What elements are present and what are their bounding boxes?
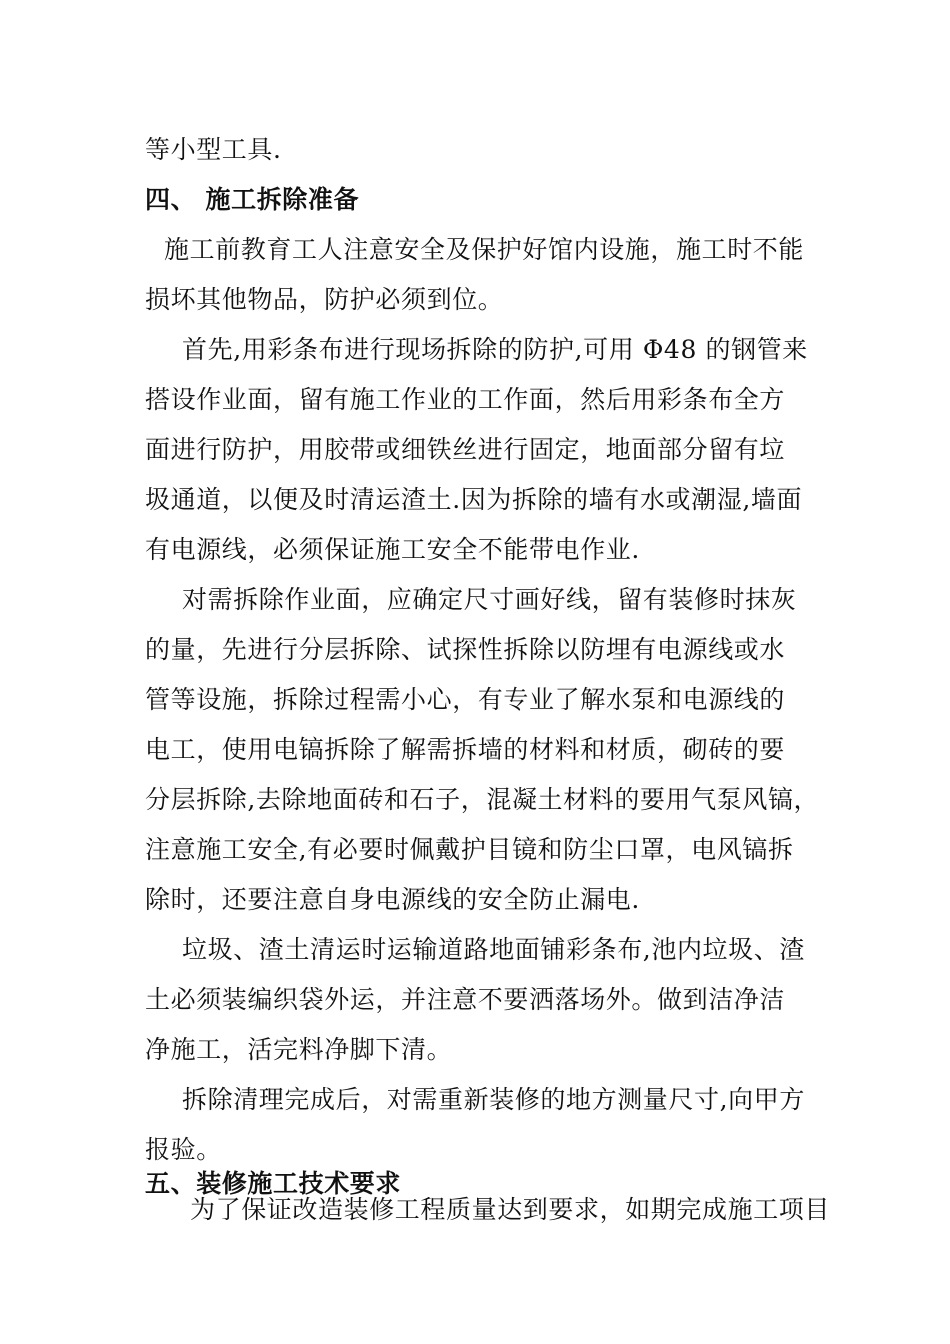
body-text-line: 等小型工具. <box>145 135 282 164</box>
body-text-line: 首先,用彩条布进行现场拆除的防护,可用 Φ48 的钢管来 <box>182 335 808 364</box>
body-text-line: 净施工，活完料净脚下清。 <box>145 1035 453 1064</box>
body-text-line: 搭设作业面，留有施工作业的工作面，然后用彩条布全方 <box>145 385 786 414</box>
body-text-line: 对需拆除作业面，应确定尺寸画好线，留有装修时抹灰 <box>182 585 797 614</box>
body-text-line: 电工，使用电镐拆除了解需拆墙的材料和材质，砌砖的要 <box>145 735 786 764</box>
body-text-line: 土必须装编织袋外运，并注意不要洒落场外。做到洁净洁 <box>145 985 786 1014</box>
body-text-line: 拆除清理完成后，对需重新装修的地方测量尺寸,向甲方 <box>182 1085 805 1114</box>
body-text-line: 圾通道，以便及时清运渣土.因为拆除的墙有水或潮湿,墙面 <box>145 485 803 514</box>
body-text-line: 施工前教育工人注意安全及保护好馆内设施，施工时不能 <box>164 235 805 264</box>
section-heading-renovation-requirements: 五、装修施工技术要求 <box>145 1169 402 1198</box>
body-text-line: 面进行防护，用胶带或细铁丝进行固定，地面部分留有垃 <box>145 435 786 464</box>
section-heading-demolition-prep: 四、 施工拆除准备 <box>145 185 360 214</box>
body-text-line: 除时，还要注意自身电源线的安全防止漏电. <box>145 885 640 914</box>
body-text-line: 的量，先进行分层拆除、试探性拆除以防埋有电源线或水 <box>145 635 786 664</box>
body-text-line: 损坏其他物品，防护必须到位。 <box>145 285 504 314</box>
body-text-line: 有电源线，必须保证施工安全不能带电作业. <box>145 535 640 564</box>
body-text-line: 注意施工安全,有必要时佩戴护目镜和防尘口罩，电风镐拆 <box>145 835 794 864</box>
body-text-line: 管等设施，拆除过程需小心，有专业了解水泵和电源线的 <box>145 685 786 714</box>
body-text-line: 垃圾、渣土清运时运输道路地面铺彩条布,池内垃圾、渣 <box>182 935 805 964</box>
body-text-line: 为了保证改造装修工程质量达到要求，如期完成施工项目 <box>190 1195 831 1224</box>
body-text-line: 报验。 <box>145 1135 222 1164</box>
body-text-line: 分层拆除,去除地面砖和石子，混凝土材料的要用气泵风镐， <box>145 785 820 814</box>
